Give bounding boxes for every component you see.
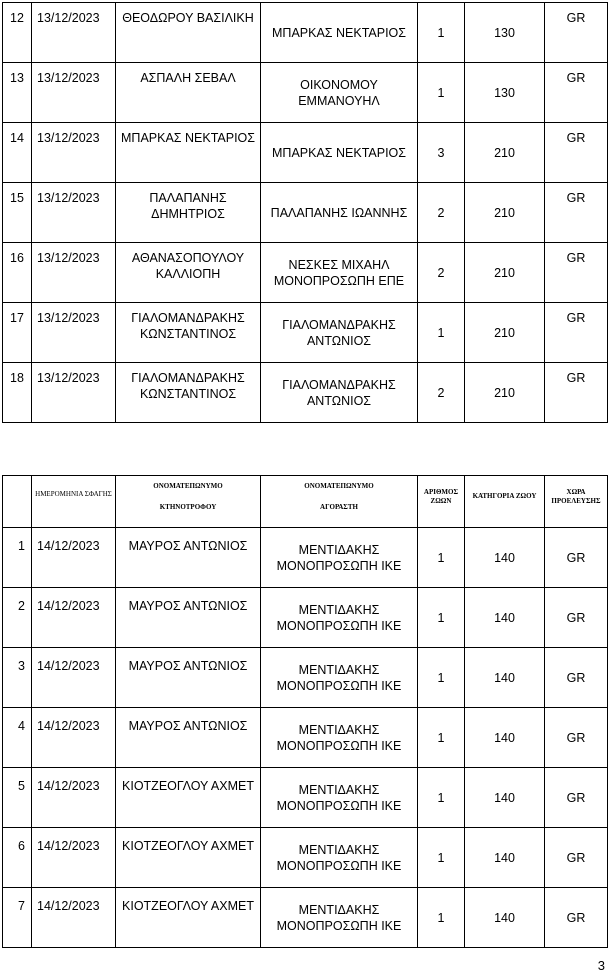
buyer-name: ΜΕΝΤΙΔΑΚΗΣ ΜΟΝΟΠΡΟΣΩΠΗ ΙΚΕ	[261, 768, 418, 828]
slaughter-date: 14/12/2023	[32, 888, 116, 948]
animal-category: 140	[465, 888, 545, 948]
origin-country: GR	[545, 123, 608, 183]
farmer-name: ΑΘΑΝΑΣΟΠΟΥΛΟΥ ΚΑΛΛΙΟΠΗ	[116, 243, 261, 303]
animal-count: 1	[418, 63, 465, 123]
buyer-name: ΓΙΑΛΟΜΑΝΔΡΑΚΗΣ ΑΝΤΩΝΙΟΣ	[261, 303, 418, 363]
origin-country: GR	[545, 528, 608, 588]
animal-category: 140	[465, 768, 545, 828]
origin-country: GR	[545, 708, 608, 768]
row-number: 14	[3, 123, 32, 183]
buyer-name: ΜΕΝΤΙΔΑΚΗΣ ΜΟΝΟΠΡΟΣΩΠΗ ΙΚΕ	[261, 708, 418, 768]
header-slaughter-date: ΗΜΕΡΟΜΗΝΙΑ ΣΦΑΓΗΣ	[32, 476, 116, 528]
animal-count: 1	[418, 828, 465, 888]
header-farmer-top: ΟΝΟΜΑΤΕΠΩΝΥΜΟ	[153, 482, 223, 490]
table-row	[3, 183, 608, 243]
animal-category: 140	[465, 528, 545, 588]
slaughter-date: 13/12/2023	[32, 3, 116, 63]
table-row	[3, 303, 608, 363]
animal-category: 140	[465, 648, 545, 708]
slaughter-table	[2, 475, 608, 948]
farmer-name: ΜΑΥΡΟΣ ΑΝΤΩΝΙΟΣ	[116, 708, 261, 768]
table-row	[3, 123, 608, 183]
header-farmer-name	[116, 476, 261, 528]
slaughter-date: 13/12/2023	[32, 243, 116, 303]
animal-count: 1	[418, 708, 465, 768]
row-number: 18	[3, 363, 32, 423]
origin-country: GR	[545, 63, 608, 123]
animal-category: 210	[465, 123, 545, 183]
row-number: 4	[3, 708, 32, 768]
animal-category: 210	[465, 363, 545, 423]
animal-category: 210	[465, 303, 545, 363]
header-animal-count: ΑΡΙΘΜΟΣ ΖΩΩΝ	[418, 476, 465, 528]
farmer-name: ΘΕΟΔΩΡΟΥ ΒΑΣΙΛΙΚΗ	[116, 3, 261, 63]
table-row	[3, 888, 608, 948]
farmer-name: ΜΑΥΡΟΣ ΑΝΤΩΝΙΟΣ	[116, 648, 261, 708]
buyer-name: ΜΕΝΤΙΔΑΚΗΣ ΜΟΝΟΠΡΟΣΩΠΗ ΙΚΕ	[261, 888, 418, 948]
origin-country: GR	[545, 768, 608, 828]
animal-count: 1	[418, 768, 465, 828]
animal-category: 140	[465, 588, 545, 648]
slaughter-date: 13/12/2023	[32, 123, 116, 183]
slaughter-date: 14/12/2023	[32, 768, 116, 828]
table-header-row	[3, 476, 608, 528]
row-number: 17	[3, 303, 32, 363]
animal-category: 140	[465, 828, 545, 888]
table-row	[3, 3, 608, 63]
buyer-name: ΜΕΝΤΙΔΑΚΗΣ ΜΟΝΟΠΡΟΣΩΠΗ ΙΚΕ	[261, 828, 418, 888]
farmer-name: ΜΑΥΡΟΣ ΑΝΤΩΝΙΟΣ	[116, 528, 261, 588]
buyer-name: ΜΠΑΡΚΑΣ ΝΕΚΤΑΡΙΟΣ	[261, 123, 418, 183]
slaughter-date: 14/12/2023	[32, 528, 116, 588]
header-buyer-top: ΟΝΟΜΑΤΕΠΩΝΥΜΟ	[304, 482, 374, 490]
row-number: 7	[3, 888, 32, 948]
table-row	[3, 63, 608, 123]
origin-country: GR	[545, 648, 608, 708]
table-row	[3, 243, 608, 303]
animal-category: 130	[465, 63, 545, 123]
row-number: 5	[3, 768, 32, 828]
origin-country: GR	[545, 303, 608, 363]
slaughter-date: 14/12/2023	[32, 588, 116, 648]
animal-category: 210	[465, 183, 545, 243]
farmer-name: ΠΑΛΑΠΑΝΗΣ ΔΗΜΗΤΡΙΟΣ	[116, 183, 261, 243]
animal-count: 2	[418, 243, 465, 303]
header-farmer-bottom: ΚΤΗΝΟΤΡΟΦΟΥ	[159, 503, 217, 511]
farmer-name: ΓΙΑΛΟΜΑΝΔΡΑΚΗΣ ΚΩΝΣΤΑΝΤΙΝΟΣ	[116, 303, 261, 363]
farmer-name: ΜΠΑΡΚΑΣ ΝΕΚΤΑΡΙΟΣ	[116, 123, 261, 183]
table-row	[3, 363, 608, 423]
animal-category: 140	[465, 708, 545, 768]
row-number: 12	[3, 3, 32, 63]
header-index	[3, 476, 32, 528]
buyer-name: ΜΕΝΤΙΔΑΚΗΣ ΜΟΝΟΠΡΟΣΩΠΗ ΙΚΕ	[261, 648, 418, 708]
origin-country: GR	[545, 243, 608, 303]
origin-country: GR	[545, 183, 608, 243]
origin-country: GR	[545, 888, 608, 948]
row-number: 6	[3, 828, 32, 888]
animal-count: 2	[418, 363, 465, 423]
header-animal-category: ΚΑΤΗΓΟΡΙΑ ΖΩΟΥ	[465, 476, 545, 528]
table-row	[3, 768, 608, 828]
animal-count: 1	[418, 648, 465, 708]
slaughter-date: 13/12/2023	[32, 363, 116, 423]
row-number: 2	[3, 588, 32, 648]
slaughter-date: 13/12/2023	[32, 303, 116, 363]
table-row	[3, 828, 608, 888]
animal-count: 1	[418, 588, 465, 648]
buyer-name: ΜΠΑΡΚΑΣ ΝΕΚΤΑΡΙΟΣ	[261, 3, 418, 63]
buyer-name: ΟΙΚΟΝΟΜΟΥ ΕΜΜΑΝΟΥΗΛ	[261, 63, 418, 123]
animal-category: 210	[465, 243, 545, 303]
origin-country: GR	[545, 588, 608, 648]
buyer-name: ΜΕΝΤΙΔΑΚΗΣ ΜΟΝΟΠΡΟΣΩΠΗ ΙΚΕ	[261, 588, 418, 648]
buyer-name: ΜΕΝΤΙΔΑΚΗΣ ΜΟΝΟΠΡΟΣΩΠΗ ΙΚΕ	[261, 528, 418, 588]
origin-country: GR	[545, 828, 608, 888]
origin-country: GR	[545, 363, 608, 423]
buyer-name: ΝΕΣΚΕΣ ΜΙΧΑΗΛ ΜΟΝΟΠΡΟΣΩΠΗ ΕΠΕ	[261, 243, 418, 303]
farmer-name: ΚΙΟΤΖΕΟΓΛΟΥ ΑΧΜΕΤ	[116, 828, 261, 888]
row-number: 16	[3, 243, 32, 303]
farmer-name: ΜΑΥΡΟΣ ΑΝΤΩΝΙΟΣ	[116, 588, 261, 648]
animal-count: 1	[418, 888, 465, 948]
table-row	[3, 588, 608, 648]
farmer-name: ΓΙΑΛΟΜΑΝΔΡΑΚΗΣ ΚΩΝΣΤΑΝΤΙΝΟΣ	[116, 363, 261, 423]
animal-count: 2	[418, 183, 465, 243]
row-number: 15	[3, 183, 32, 243]
animal-category: 130	[465, 3, 545, 63]
page-number: 3	[597, 958, 605, 973]
farmer-name: ΚΙΟΤΖΕΟΓΛΟΥ ΑΧΜΕΤ	[116, 888, 261, 948]
origin-country: GR	[545, 3, 608, 63]
slaughter-table-continued	[2, 2, 608, 423]
slaughter-date: 14/12/2023	[32, 828, 116, 888]
header-origin-country: ΧΩΡΑ ΠΡΟΕΛΕΥΣΗΣ	[545, 476, 608, 528]
slaughter-date: 14/12/2023	[32, 648, 116, 708]
animal-count: 1	[418, 303, 465, 363]
row-number: 13	[3, 63, 32, 123]
row-number: 3	[3, 648, 32, 708]
header-buyer-name	[261, 476, 418, 528]
farmer-name: ΑΣΠΑΛΗ ΣΕΒΑΛ	[116, 63, 261, 123]
buyer-name: ΠΑΛΑΠΑΝΗΣ ΙΩΑΝΝΗΣ	[261, 183, 418, 243]
table-row	[3, 528, 608, 588]
animal-count: 1	[418, 3, 465, 63]
slaughter-date: 13/12/2023	[32, 63, 116, 123]
table-row	[3, 708, 608, 768]
header-buyer-bottom: ΑΓΟΡΑΣΤΗ	[320, 503, 358, 511]
row-number: 1	[3, 528, 32, 588]
table-row	[3, 648, 608, 708]
animal-count: 3	[418, 123, 465, 183]
slaughter-date: 14/12/2023	[32, 708, 116, 768]
buyer-name: ΓΙΑΛΟΜΑΝΔΡΑΚΗΣ ΑΝΤΩΝΙΟΣ	[261, 363, 418, 423]
slaughter-date: 13/12/2023	[32, 183, 116, 243]
animal-count: 1	[418, 528, 465, 588]
farmer-name: ΚΙΟΤΖΕΟΓΛΟΥ ΑΧΜΕΤ	[116, 768, 261, 828]
